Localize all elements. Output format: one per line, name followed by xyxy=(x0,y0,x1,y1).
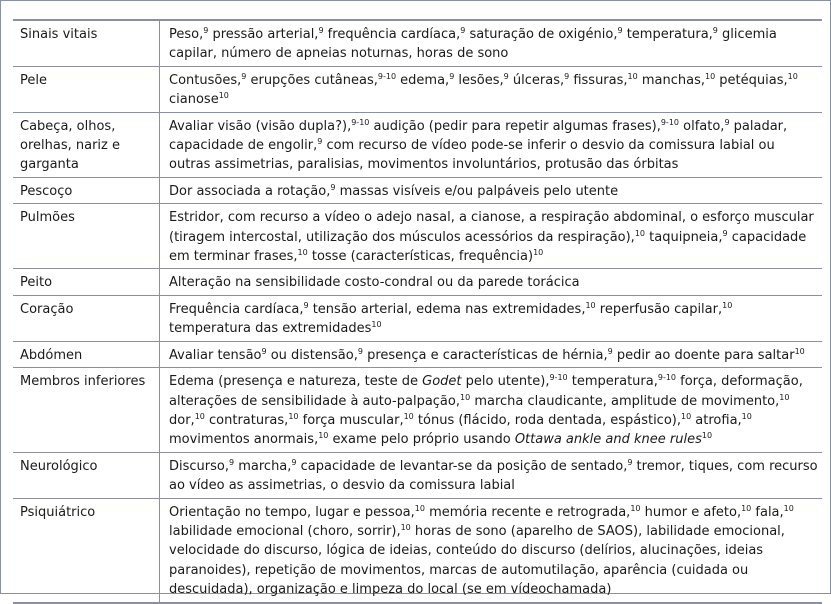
reference-superscript: 10 xyxy=(741,411,752,421)
description-text: massas visíveis e/ou palpáveis pelo utente xyxy=(335,183,619,199)
row-description xyxy=(160,204,823,269)
reference-superscript: 9 xyxy=(261,346,267,356)
description-text: paladar, capacidade de engolir, xyxy=(169,118,788,154)
description-text: tónus (flácido, roda dentada, espástico), xyxy=(413,412,681,428)
description-text: erupções cutâneas, xyxy=(246,72,378,88)
reference-superscript: 9 xyxy=(627,457,633,467)
reference-superscript: 9 xyxy=(318,26,324,35)
table-row xyxy=(13,295,822,341)
description-text: manchas, xyxy=(637,72,705,88)
description-text: úlceras, xyxy=(508,72,565,88)
row-category: Cabeça, olhos, orelhas, nariz e garganta xyxy=(13,112,160,177)
description-text: Edema (presença e natureza, teste de xyxy=(169,374,423,390)
row-category: Psiquiátrico xyxy=(13,498,160,603)
description-text: pelo utente), xyxy=(461,374,550,390)
description-text: fissuras, xyxy=(569,72,628,88)
description-text: marcha claudicante, amplitude de movimento, xyxy=(470,393,780,409)
description-text: temperatura das extremidades xyxy=(169,321,372,337)
row-description xyxy=(160,66,823,112)
description-text: Dor associada a rotação, xyxy=(169,183,331,199)
reference-superscript: 9 xyxy=(722,228,728,238)
reference-superscript: 9 xyxy=(317,137,323,147)
reference-superscript: 10 xyxy=(403,411,414,421)
reference-superscript: 10 xyxy=(630,503,641,513)
description-text: presença e características de hérnia, xyxy=(362,347,608,363)
description-text: Avaliar tensão xyxy=(169,347,262,363)
description-text: Orientação no tempo, lugar e pessoa, xyxy=(169,504,415,520)
reference-superscript: 10 xyxy=(634,228,646,238)
row-description xyxy=(160,452,823,498)
description-text: ou distensão, xyxy=(266,347,358,363)
description-text: dor, xyxy=(169,412,195,428)
reference-superscript: 9 xyxy=(564,71,570,81)
description-text: memória recente e retrograda, xyxy=(424,504,631,520)
reference-superscript: 9 xyxy=(503,71,509,81)
reference-superscript: 9 xyxy=(712,26,718,35)
description-text: saturação de oxigénio, xyxy=(465,27,618,42)
table-row xyxy=(13,66,822,112)
description-text: Contusões, xyxy=(169,72,242,88)
row-description xyxy=(160,295,823,341)
description-text: marcha, xyxy=(234,458,292,474)
description-text: temperatura, xyxy=(567,374,658,390)
reference-superscript: 9 xyxy=(617,26,623,35)
row-description xyxy=(160,112,823,177)
reference-superscript: 10 xyxy=(779,392,790,402)
row-category: Sinais vitais xyxy=(13,20,160,66)
description-text: Estridor, com recurso a vídeo o adejo nasal, a cianose, a respiração abdominal, o esforço muscular (tiragem intercostal, utilização dos músculos acessórios da respiração), xyxy=(169,210,814,245)
table-row xyxy=(13,368,822,453)
reference-superscript: 10 xyxy=(585,300,596,310)
description-text: capacidade de levantar-se da posição de sentado, xyxy=(296,458,628,474)
reference-superscript: 10 xyxy=(794,346,805,356)
reference-superscript: 10 xyxy=(627,71,638,81)
row-category: Pescoço xyxy=(13,177,160,203)
row-category: Pulmões xyxy=(13,204,160,269)
description-text: Avaliar visão (visão dupla?), xyxy=(169,118,352,134)
row-category: Neurológico xyxy=(13,452,160,498)
reference-superscript: 10 xyxy=(787,71,798,81)
row-description xyxy=(160,20,823,66)
description-text: tensão arterial, edema nas extremidades, xyxy=(308,301,586,317)
description-text: cianose xyxy=(169,92,219,108)
reference-superscript: 10 xyxy=(414,503,425,513)
table-row xyxy=(13,20,822,66)
reference-superscript: 9 xyxy=(460,26,466,35)
description-text: pressão arterial, xyxy=(208,27,319,42)
reference-superscript: 9 xyxy=(303,300,309,310)
reference-superscript: 10 xyxy=(218,91,229,101)
description-text: Alteração na sensibilidade costo-condral ou da parede torácica xyxy=(169,275,580,291)
exam-table-body xyxy=(13,20,822,603)
description-text: olfato, xyxy=(679,118,725,134)
description-text: Discurso, xyxy=(169,458,229,474)
reference-superscript: 9 xyxy=(241,71,247,81)
row-category: Coração xyxy=(13,295,160,341)
description-text: labilidade emocional (choro, sorrir), xyxy=(169,523,401,539)
table-row xyxy=(13,269,822,295)
reference-superscript: 10 xyxy=(722,300,733,310)
description-text: frequência cardíaca, xyxy=(323,27,461,42)
row-category: Membros inferiores xyxy=(13,368,160,453)
reference-superscript: 9 xyxy=(330,182,336,192)
row-category: Pele xyxy=(13,66,160,112)
description-text: horas de sono (aparelho de SAOS), labilidade emocional, velocidade do discurso, lógica de ideias, conteúdo do discurso (delírios, alucinações, ideias paranoides), repetição de movimentos, marcas de automutilação, aparência (cuidada ou descuidada), organização e limpeza do local (se em vídeochamada) xyxy=(169,523,785,598)
reference-superscript: 10 xyxy=(288,411,299,421)
description-text: humor e afeto, xyxy=(640,504,742,520)
description-text: glicemia capilar, número de apneias noturnas, horas de sono xyxy=(169,27,777,62)
reference-superscript: 10 xyxy=(680,411,692,421)
table-row xyxy=(13,112,822,177)
reference-superscript: 9-10 xyxy=(549,373,568,383)
description-text: atrofia, xyxy=(691,412,742,428)
row-description xyxy=(160,498,823,603)
reference-superscript: 10 xyxy=(704,71,716,81)
reference-superscript: 9 xyxy=(203,26,209,35)
reference-superscript: 9 xyxy=(291,457,297,467)
reference-superscript: 10 xyxy=(460,392,471,402)
description-text: com recurso de vídeo pode-se inferir o desvio da comissura labial ou outras assimetrias, paralisias, movimentos involuntários, protusão das órbitas xyxy=(169,138,775,173)
physical-exam-table xyxy=(13,19,822,604)
row-description xyxy=(160,177,823,203)
reference-superscript: 9 xyxy=(357,346,363,356)
row-description xyxy=(160,368,823,453)
description-text: exame pelo próprio usando xyxy=(328,432,515,448)
description-text: audição (pedir para repetir algumas frases), xyxy=(369,118,661,134)
table-row xyxy=(13,452,822,498)
reference-superscript: 9-10 xyxy=(660,117,679,127)
description-text: temperatura, xyxy=(622,27,713,42)
reference-superscript: 9 xyxy=(449,71,455,81)
reference-superscript: 9 xyxy=(607,346,613,356)
italic-term: Godet xyxy=(422,374,462,390)
reference-superscript: 10 xyxy=(783,503,794,513)
description-text: tosse (características, frequência) xyxy=(307,249,534,265)
reference-superscript: 10 xyxy=(741,503,752,513)
description-text: tremor, tiques, com recurso ao vídeo as assimetrias, o desvio da comissura labial xyxy=(169,458,818,494)
description-text: taquipneia, xyxy=(645,229,723,245)
row-category: Peito xyxy=(13,269,160,295)
description-text: contraturas, xyxy=(204,412,289,428)
description-text: Peso, xyxy=(169,27,204,42)
table-row xyxy=(13,177,822,203)
description-text: pedir ao doente para saltar xyxy=(612,347,795,363)
description-text: movimentos anormais, xyxy=(169,432,319,448)
description-text: petéquias, xyxy=(715,72,788,88)
reference-superscript: 9 xyxy=(229,457,235,467)
reference-superscript: 10 xyxy=(318,431,329,441)
reference-superscript: 9-10 xyxy=(377,71,397,81)
reference-superscript: 10 xyxy=(400,522,411,532)
table-row xyxy=(13,341,822,367)
reference-superscript: 9-10 xyxy=(351,117,370,127)
description-text: força, deformação, alterações de sensibilidade à auto-palpação, xyxy=(169,374,803,409)
reference-superscript: 10 xyxy=(701,431,713,441)
description-text: lesões, xyxy=(454,72,504,88)
row-description xyxy=(160,341,823,367)
table-row xyxy=(13,498,822,603)
description-text: capacidade em terminar frases, xyxy=(169,229,807,265)
reference-superscript: 9-10 xyxy=(657,373,677,383)
description-text: Frequência cardíaca, xyxy=(169,301,304,317)
description-text: fala, xyxy=(751,504,784,520)
reference-superscript: 9 xyxy=(724,117,730,127)
table-row xyxy=(13,204,822,269)
reference-superscript: 10 xyxy=(533,248,544,258)
description-text: edema, xyxy=(396,72,450,88)
description-text: reperfusão capilar, xyxy=(595,301,723,317)
description-text: força muscular, xyxy=(298,412,404,428)
row-description xyxy=(160,269,823,295)
italic-term: Ottawa ankle and knee rules xyxy=(514,432,702,448)
reference-superscript: 10 xyxy=(194,411,205,421)
reference-superscript: 10 xyxy=(297,248,308,258)
reference-superscript: 10 xyxy=(371,320,382,330)
row-category: Abdómen xyxy=(13,341,160,367)
